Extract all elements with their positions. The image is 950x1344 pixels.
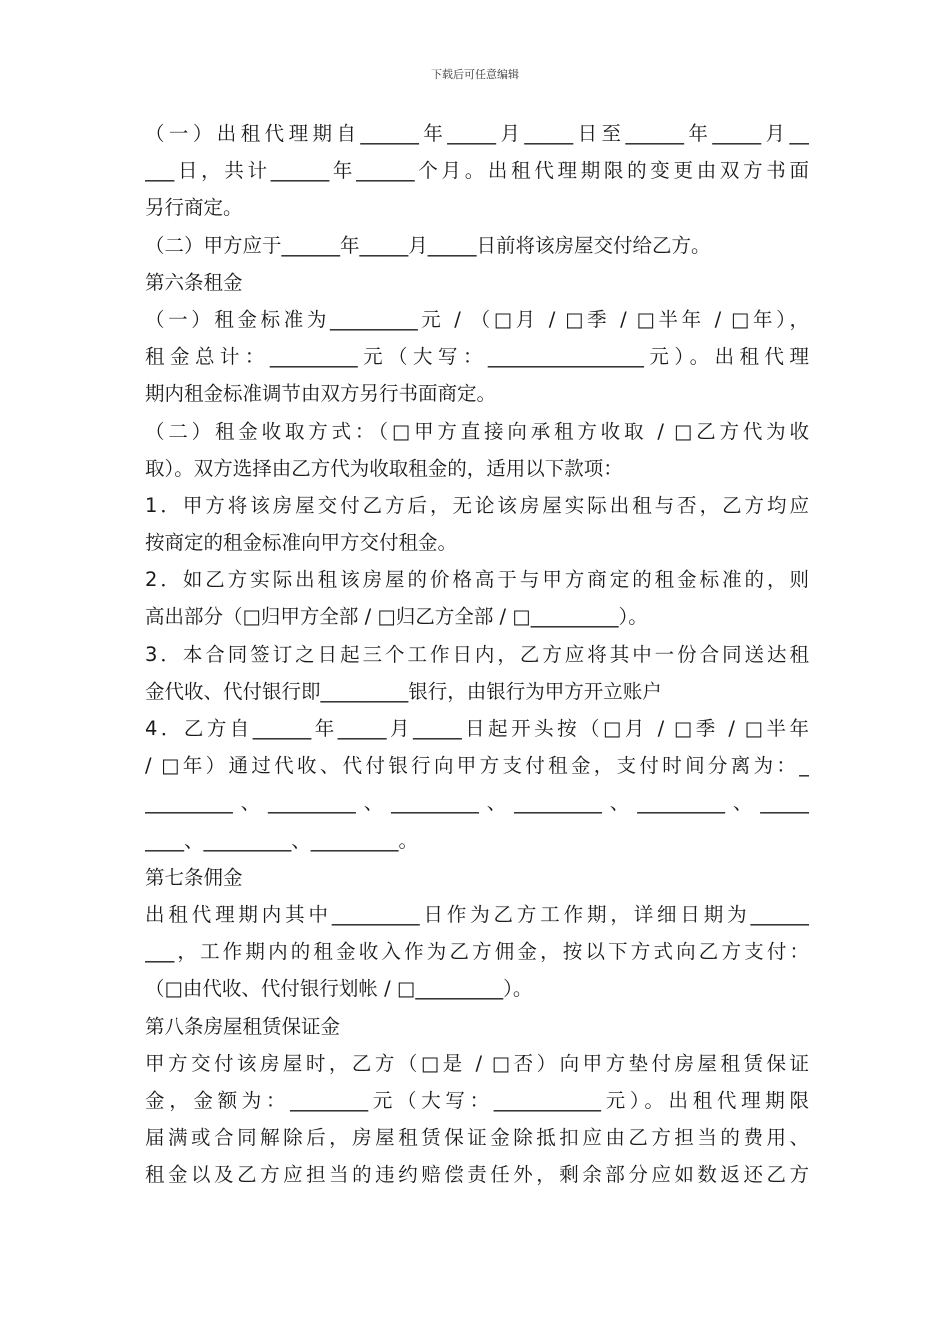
text-line: 甲方交付该房屋时，乙方（□是 / □否）向甲方垫付房屋租赁保证 xyxy=(145,1051,809,1075)
text-line: （二）甲方应于______年_____月_____日前将该房屋交付给乙方。 xyxy=(145,233,711,257)
text-line: / □年）通过代收、代付银行向甲方支付租金，支付时间分离为：_ xyxy=(145,754,809,778)
text-line: 3．本合同签订之日起三个工作日内，乙方应将其中一份合同送达租 xyxy=(145,642,809,666)
text-line: 届满或合同解除后，房屋租赁保证金除抵扣应由乙方担当的费用、 xyxy=(145,1126,809,1150)
text-line: ____、_________、_________。 xyxy=(145,828,419,852)
text-line: 高出部分（□归甲方全部 / □归乙方全部 / □_________）。 xyxy=(145,605,648,629)
text-line: 4．乙方自______年_____月_____日起开头按（□月 / □季 / □半年 xyxy=(145,717,809,740)
text-line: 1．甲方将该房屋交付乙方后，无论该房屋实际出租与否，乙方均应 xyxy=(145,493,809,517)
text-line: 第七条佣金 xyxy=(145,865,243,889)
page-header-note: 下载后可任意编辑 xyxy=(431,68,519,81)
text-line: 金，金额为：________元（大写：___________元）。出租代理期限 xyxy=(145,1088,809,1112)
text-line: 按商定的租金标准向甲方交付租金。 xyxy=(145,531,458,555)
text-line: 出租代理期内其中_________日作为乙方工作期，详细日期为______ xyxy=(145,902,809,926)
text-line: 第八条房屋租赁保证金 xyxy=(145,1014,341,1038)
text-line: （一）出租代理期自______年_____月_____日至______年_____月__ xyxy=(145,122,809,145)
text-line: 租金总计：_________元（大写：________________元）。出租代理 xyxy=(145,345,809,369)
text-line: 取）。双方选择由乙方代为收取租金的，适用以下款项： xyxy=(145,456,623,480)
text-line: ___，工作期内的租金收入作为乙方佣金，按以下方式向乙方支付： xyxy=(145,940,809,964)
text-line: ___日，共计______年______个月。出租代理期限的变更由双方书面 xyxy=(145,159,809,183)
text-line: 金代收、代付银行即_________银行，由银行为甲方开立账户 xyxy=(145,679,662,703)
text-line: 第六条租金 xyxy=(145,270,243,294)
text-line: 2．如乙方实际出租该房屋的价格高于与甲方商定的租金标准的，则 xyxy=(145,568,809,592)
contract-body xyxy=(145,115,809,1193)
text-line: _________、_________、_________、_________、_________、_____ xyxy=(145,791,809,815)
text-line: （二）租金收取方式：（□甲方直接向承租方收取 / □乙方代为收 xyxy=(145,419,809,443)
text-line: （一）租金标准为_________元 / （□月 / □季 / □半年 / □年）， xyxy=(145,307,809,331)
text-line: 期内租金标准调节由双方另行书面商定。 xyxy=(145,382,497,406)
text-line: （□由代收、代付银行划帐 / □_________）。 xyxy=(145,977,533,1001)
text-line: 另行商定。 xyxy=(145,196,243,220)
text-line: 租金以及乙方应担当的违约赔偿责任外，剩余部分应如数返还乙方 xyxy=(145,1163,809,1187)
